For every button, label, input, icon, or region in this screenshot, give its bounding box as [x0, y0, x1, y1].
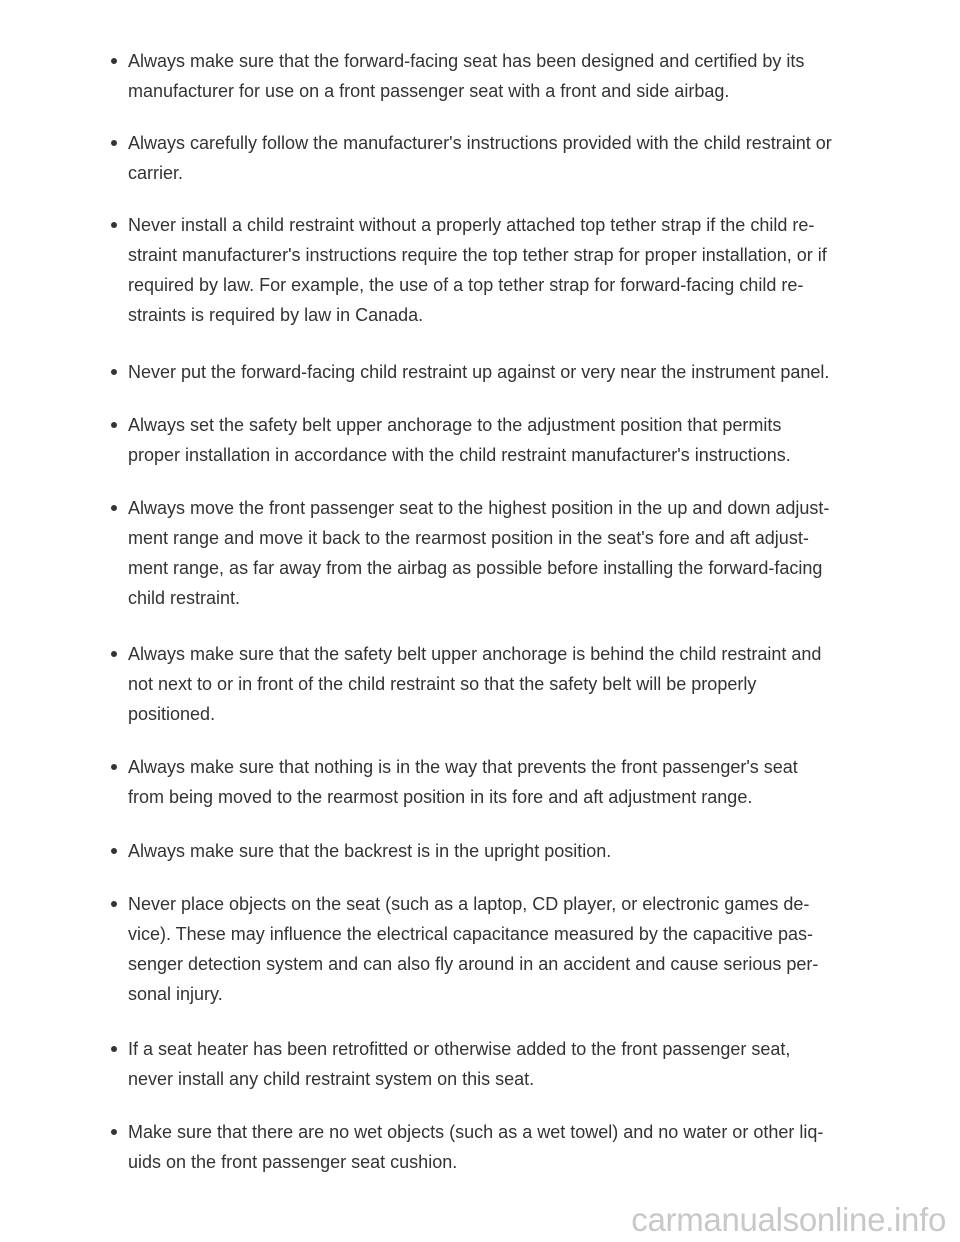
list-item-text: Always make sure that nothing is in the way that prevents the front passenger's seat [128, 757, 798, 777]
list-item-text: proper installation in accordance with the child restraint manufacturer's instructions. [128, 445, 791, 465]
list-item-text: not next to or in front of the child restraint so that the safety belt will be properly [128, 674, 757, 694]
list-item-text: ment range and move it back to the rearmost position in the seat's fore and aft adjust- [128, 528, 809, 548]
list-item-text: Always move the front passenger seat to the highest position in the up and down adjust- [128, 498, 830, 518]
bullet-icon [111, 505, 117, 511]
list-item-text: uids on the front passenger seat cushion. [128, 1152, 458, 1172]
list-item [128, 889, 878, 1009]
bullet-icon [111, 848, 117, 854]
list-item [128, 410, 878, 470]
list-item-text: ment range, as far away from the airbag as possible before installing the forward-facing [128, 558, 823, 578]
list-item [128, 1117, 878, 1177]
bullet-icon [111, 422, 117, 428]
bullet-icon [111, 901, 117, 907]
list-item-text: child restraint. [128, 588, 241, 608]
list-item-text: from being moved to the rearmost position in its fore and aft adjustment range. [128, 787, 753, 807]
list-item [128, 1034, 878, 1094]
list-item [128, 752, 878, 812]
list-item-text: straints is required by law in Canada. [128, 305, 424, 325]
bullet-icon [111, 140, 117, 146]
list-item [128, 46, 878, 106]
bullet-icon [111, 369, 117, 375]
list-item-text: never install any child restraint system on this seat. [128, 1069, 535, 1089]
list-item-text: positioned. [128, 704, 216, 724]
list-item [128, 357, 878, 387]
bullet-icon [111, 58, 117, 64]
list-item-text: If a seat heater has been retrofitted or otherwise added to the front passenger seat, [128, 1039, 791, 1059]
list-item-text: vice). These may influence the electrical capacitance measured by the capacitive pas- [128, 924, 814, 944]
list-item-text: sonal injury. [128, 984, 223, 1004]
bullet-icon [111, 651, 117, 657]
list-item-text: senger detection system and can also fly around in an accident and cause serious per- [128, 954, 819, 974]
list-item-text: Never install a child restraint without a properly attached top tether strap if the child re- [128, 215, 815, 235]
list-item-text: Always set the safety belt upper anchorage to the adjustment position that permits [128, 415, 782, 435]
list-item-text: Always make sure that the backrest is in the upright position. [128, 841, 612, 861]
list-item [128, 128, 878, 188]
list-item [128, 639, 878, 729]
list-item-text: manufacturer for use on a front passenger seat with a front and side airbag. [128, 81, 730, 101]
list-item [128, 210, 878, 330]
list-item-text: Always carefully follow the manufacturer's instructions provided with the child restraint or [128, 133, 832, 153]
list-item-text: straint manufacturer's instructions require the top tether strap for proper installation, or if [128, 245, 827, 265]
watermark: carmanualsonline.info [631, 1201, 946, 1238]
bullet-icon [111, 1129, 117, 1135]
list-item-text: Never put the forward-facing child restraint up against or very near the instrument panel. [128, 362, 830, 382]
list-item-text: Always make sure that the safety belt upper anchorage is behind the child restraint and [128, 644, 822, 664]
list-item-text: carrier. [128, 163, 184, 183]
bullet-icon [111, 1046, 117, 1052]
list-item-text: Make sure that there are no wet objects (such as a wet towel) and no water or other liq- [128, 1122, 824, 1142]
list-item-text: Always make sure that the forward-facing seat has been designed and certified by its [128, 51, 805, 71]
list-item [128, 493, 878, 613]
list-item-text: Never place objects on the seat (such as a laptop, CD player, or electronic games de- [128, 894, 810, 914]
list-item-text: required by law. For example, the use of a top tether strap for forward-facing child re- [128, 275, 804, 295]
bullet-icon [111, 764, 117, 770]
bullet-icon [111, 222, 117, 228]
list-item [128, 836, 878, 866]
